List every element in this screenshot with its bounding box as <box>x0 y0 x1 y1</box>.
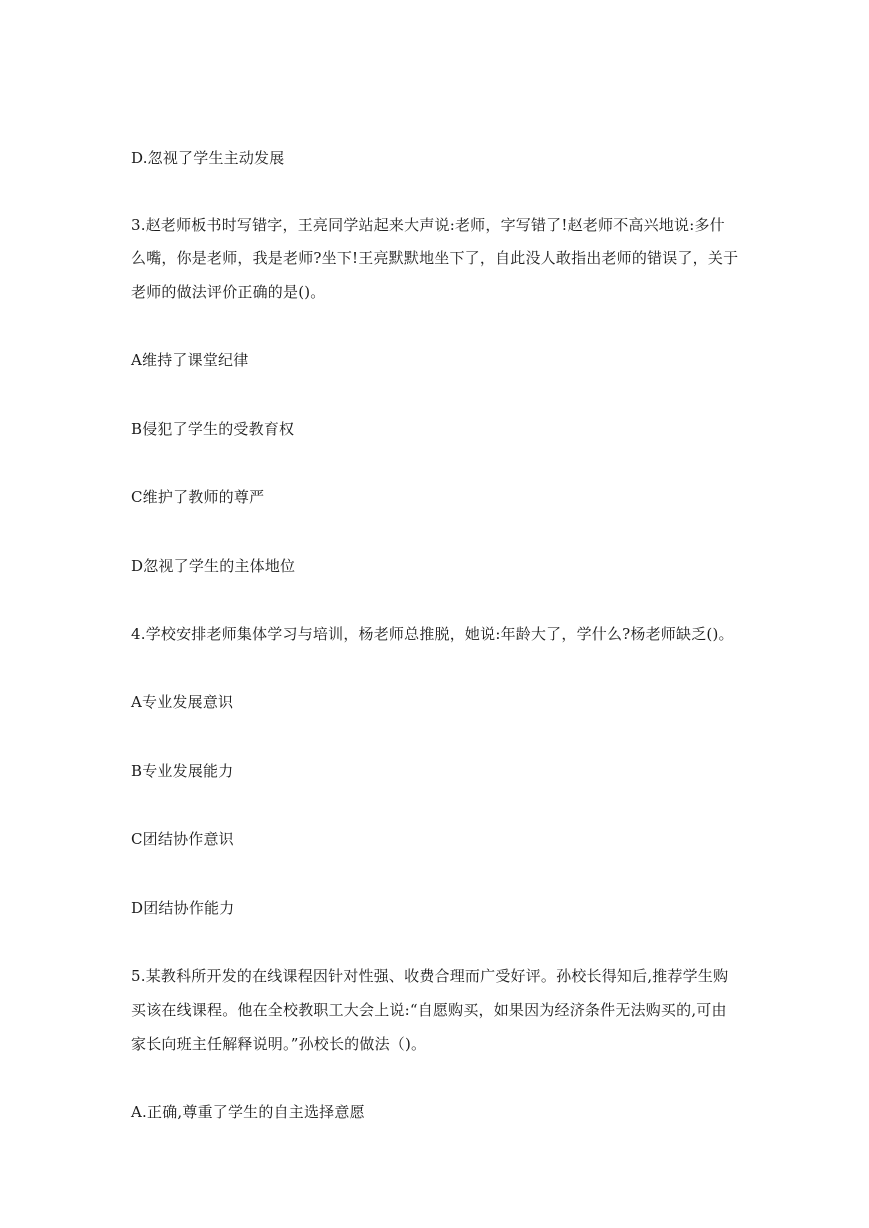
q3-stem-line-3: 老师的做法评价正确的是()。 <box>131 283 326 301</box>
q2-option-d: D.忽视了学生主动发展 <box>131 149 285 167</box>
q5-stem-line-2: 买该在线课程。他在全校教职工大会上说:“自愿购买，如果因为经济条件无法购买的,可由 <box>131 1001 727 1019</box>
q4-stem-line-1: 4.学校安排老师集体学习与培训，杨老师总推脱，她说:年龄大了，学什么?杨老师缺乏()。 <box>131 625 734 643</box>
q4-option-d: D团结协作能力 <box>131 899 235 917</box>
q4-option-b: B专业发展能力 <box>131 762 234 780</box>
q5-option-a: A.正确,尊重了学生的自主选择意愿 <box>131 1103 365 1121</box>
q3-option-a: A维持了课堂纪律 <box>131 351 249 369</box>
q4-option-a: A专业发展意识 <box>131 693 234 711</box>
q3-stem-line-1: 3.赵老师板书时写错字，王亮同学站起来大声说:老师，字写错了!赵老师不高兴地说:多什 <box>131 216 725 234</box>
q3-option-b: B侵犯了学生的受教育权 <box>131 420 295 438</box>
q3-stem-line-2: 么嘴，你是老师，我是老师?坐下!王亮默默地坐下了，自此没人敢指出老师的错误了，关于 <box>131 249 739 267</box>
q5-stem-line-1: 5.某教科所开发的在线课程因针对性强、收费合理而广受好评。孙校长得知后,推荐学生购 <box>131 967 729 985</box>
q4-option-c: C团结协作意识 <box>131 830 234 848</box>
q3-option-d: D忽视了学生的主体地位 <box>131 557 296 575</box>
q3-option-c: C维护了教师的尊严 <box>131 488 265 506</box>
q5-stem-line-3: 家长向班主任解释说明。”孙校长的做法（)。 <box>131 1035 427 1053</box>
